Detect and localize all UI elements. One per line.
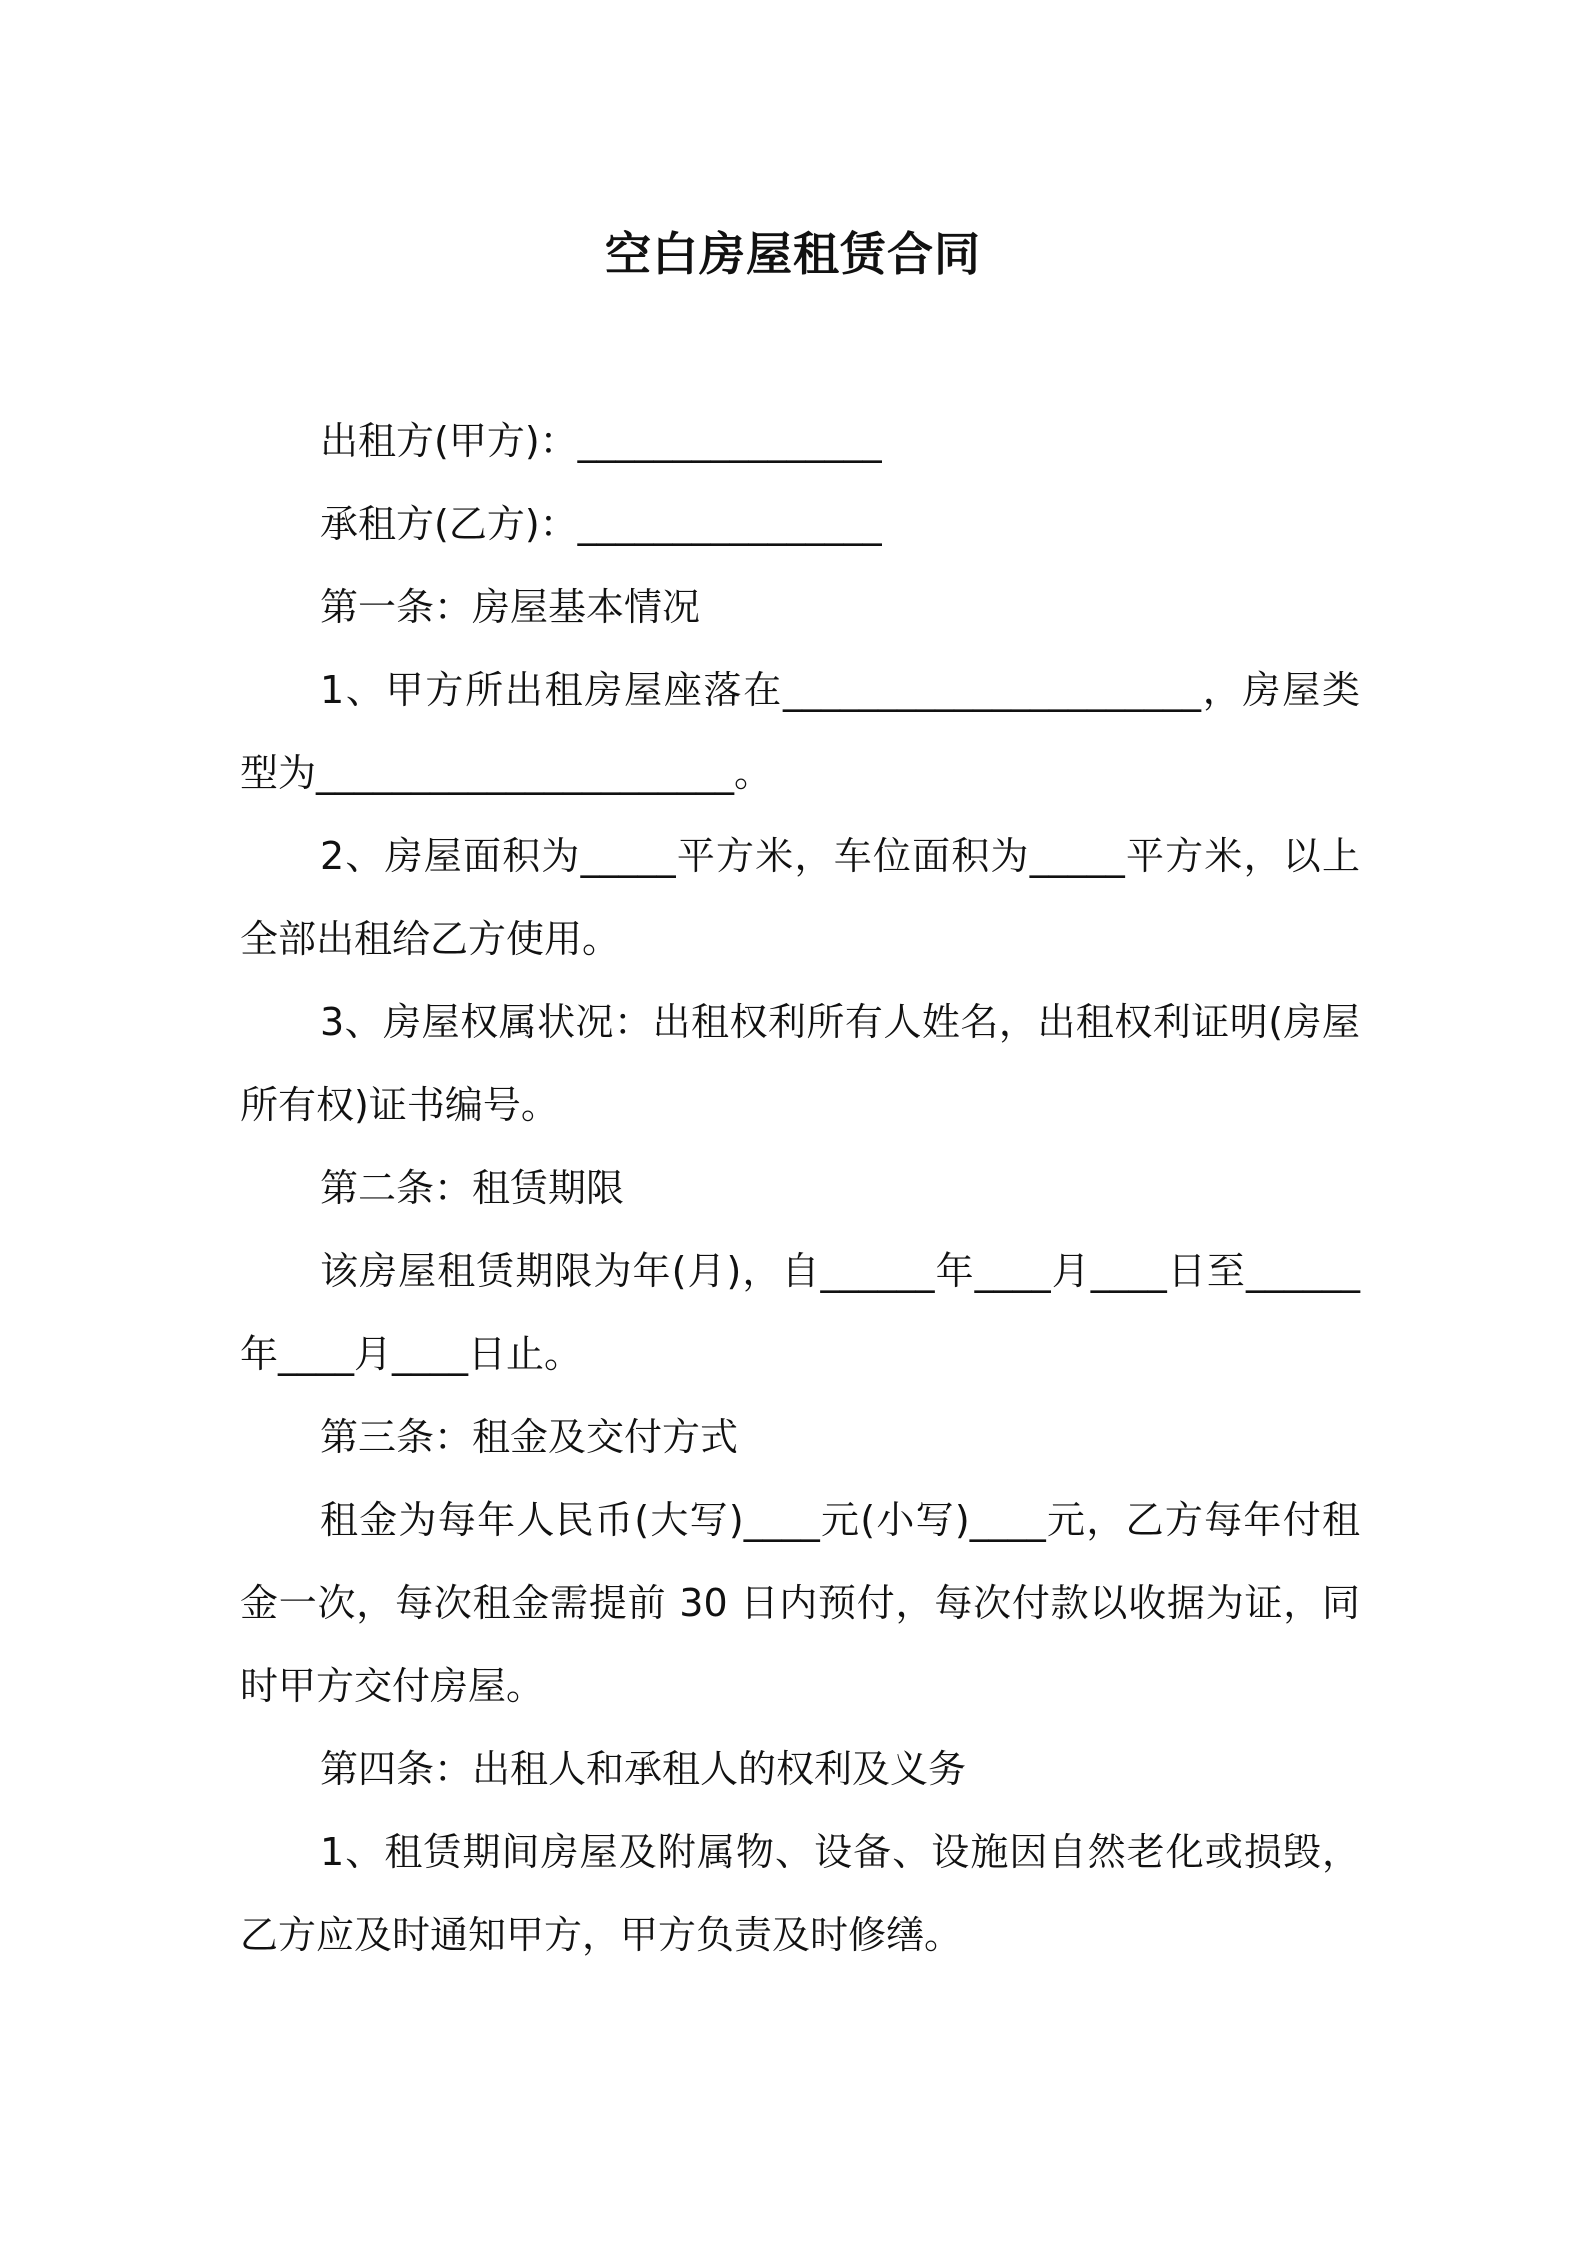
article-2-heading: 第二条：租赁期限 <box>320 1166 625 1210</box>
article-3-heading: 第三条：租金及交付方式 <box>320 1415 739 1459</box>
lessor-line: 出租方(甲方)：________________ <box>320 419 882 463</box>
article-3-body: 租金为每年人民币(大写)____元(小写)____元，乙方每年付租金一次，每次租金需提前 30 日内预付，每次付款以收据为证，同时甲方交付房屋。 <box>240 1498 1360 1708</box>
article-4-heading: 第四条：出租人和承租人的权利及义务 <box>320 1747 967 1791</box>
article-4-item-1: 1、租赁期间房屋及附属物、设备、设施因自然老化或损毁，乙方应及时通知甲方，甲方负责及时修缮。 <box>240 1830 1360 1957</box>
lessee-line: 承租方(乙方)：________________ <box>320 502 882 546</box>
article-1-item-3: 3、房屋权属状况：出租权利所有人姓名，出租权利证明(房屋所有权)证书编号。 <box>240 1000 1360 1127</box>
article-1-heading: 第一条：房屋基本情况 <box>320 585 701 629</box>
article-1-item-2: 2、房屋面积为_____平方米，车位面积为_____平方米，以上全部出租给乙方使用。 <box>240 834 1360 961</box>
article-2-body: 该房屋租赁期限为年(月)，自______年____月____日至______年____月____日止。 <box>240 1249 1360 1376</box>
document-body <box>240 400 1360 1977</box>
document-title: 空白房屋租赁合同 <box>605 227 981 281</box>
article-1-item-1: 1、甲方所出租房屋座落在______________________，房屋类型为______________________。 <box>240 668 1360 795</box>
